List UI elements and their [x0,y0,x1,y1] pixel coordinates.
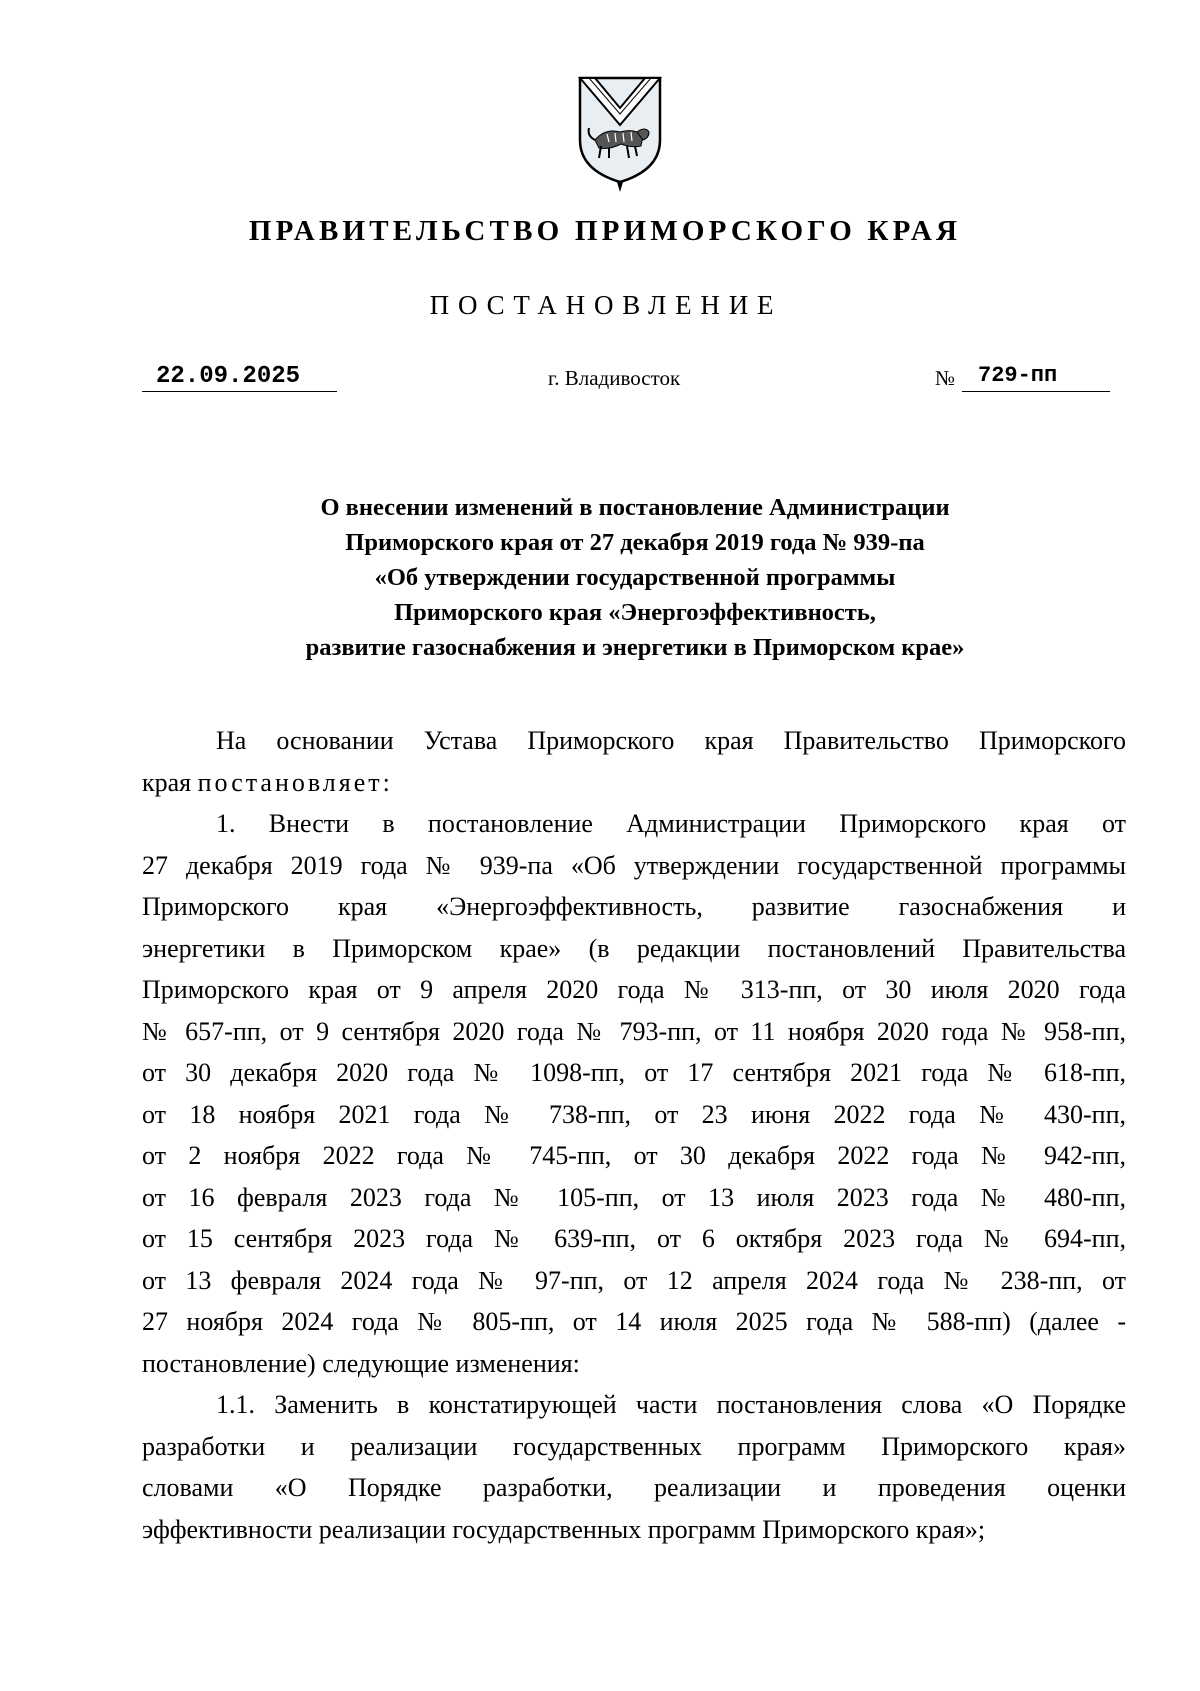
paragraph-1-line: постановление) следующие изменения: [142,1348,580,1378]
paragraph-1-line: от 2 ноября 2022 года № 745-пп, от 30 декабря 2022 года № 942-пп, [142,1141,1126,1170]
organization-name: ПРАВИТЕЛЬСТВО ПРИМОРСКОГО КРАЯ [248,215,962,247]
document-title [140,490,1130,665]
paragraph-1-line: от 13 февраля 2024 года № 97-пп, от 12 апреля 2024 года № 238-пп, от [142,1265,1126,1295]
document-type: ПОСТАНОВЛЕНИЕ [429,290,783,320]
title-line: развитие газоснабжения и энергетики в Приморском крае» [305,634,965,661]
paragraph-1-line: 27 декабря 2019 года № 939-па «Об утверждении государственной программы [142,850,1126,880]
document-number: 729-пп [962,362,1110,392]
paragraph-1-line: от 15 сентября 2023 года № 639-пп, от 6 октября 2023 года № 694-пп, [142,1224,1126,1253]
paragraph-1-line: № 657-пп, от 9 сентября 2020 года № 793-пп, от 11 ноября 2020 года № 958-пп, [142,1016,1126,1046]
number-sign: № [935,366,956,390]
document-city: г. Владивосток [548,366,681,390]
title-line: О внесении изменений в постановление Администрации [320,494,950,521]
paragraph-1-1-line: разработки и реализации государственных программ Приморского края» [142,1431,1126,1461]
title-line: «Об утверждении государственной программы [374,564,896,591]
document-date: 22.09.2025 [142,362,337,392]
paragraph-1-line: от 18 ноября 2021 года № 738-пп, от 23 июня 2022 года № 430-пп, [142,1099,1126,1129]
preamble-text: края [142,767,198,797]
paragraph-1-1-line: 1.1. Заменить в констатирующей части постановления слова «О Порядке [216,1390,1126,1419]
paragraph-1-line: Приморского края от 9 апреля 2020 года № 313-пп, от 30 июля 2020 года [142,975,1126,1004]
paragraph-1-line: от 30 декабря 2020 года № 1098-пп, от 17 сентября 2021 года № 618-пп, [142,1058,1126,1087]
paragraph-1-line: 1. Внести в постановление Администрации Приморского края от [216,809,1126,838]
paragraph-1-line: Приморского края «Энергоэффективность, развитие газоснабжения и [142,892,1126,921]
resolves-word: постановляет: [197,767,393,797]
paragraph-1-line: от 16 февраля 2023 года № 105-пп, от 13 июля 2023 года № 480-пп, [142,1182,1126,1212]
title-line: Приморского края «Энергоэффективность, [394,599,876,626]
primorye-coat-of-arms-icon [575,70,665,200]
preamble-line [142,762,1126,804]
paragraph-1-line: 27 ноября 2024 года № 805-пп, от 14 июля 2025 года № 588-пп) (далее - [142,1307,1126,1336]
paragraph-1-1-line: словами «О Порядке разработки, реализации и проведения оценки [142,1473,1126,1502]
preamble-line: На основании Устава Приморского края Правительство Приморского [216,726,1126,755]
title-line: Приморского края от 27 декабря 2019 года № 939-па [345,529,925,556]
document-body [142,720,1126,1550]
paragraph-1-1-line: эффективности реализации государственных программ Приморского края»; [142,1514,986,1544]
paragraph-1-line: энергетики в Приморском крае» (в редакции постановлений Правительства [142,933,1126,963]
